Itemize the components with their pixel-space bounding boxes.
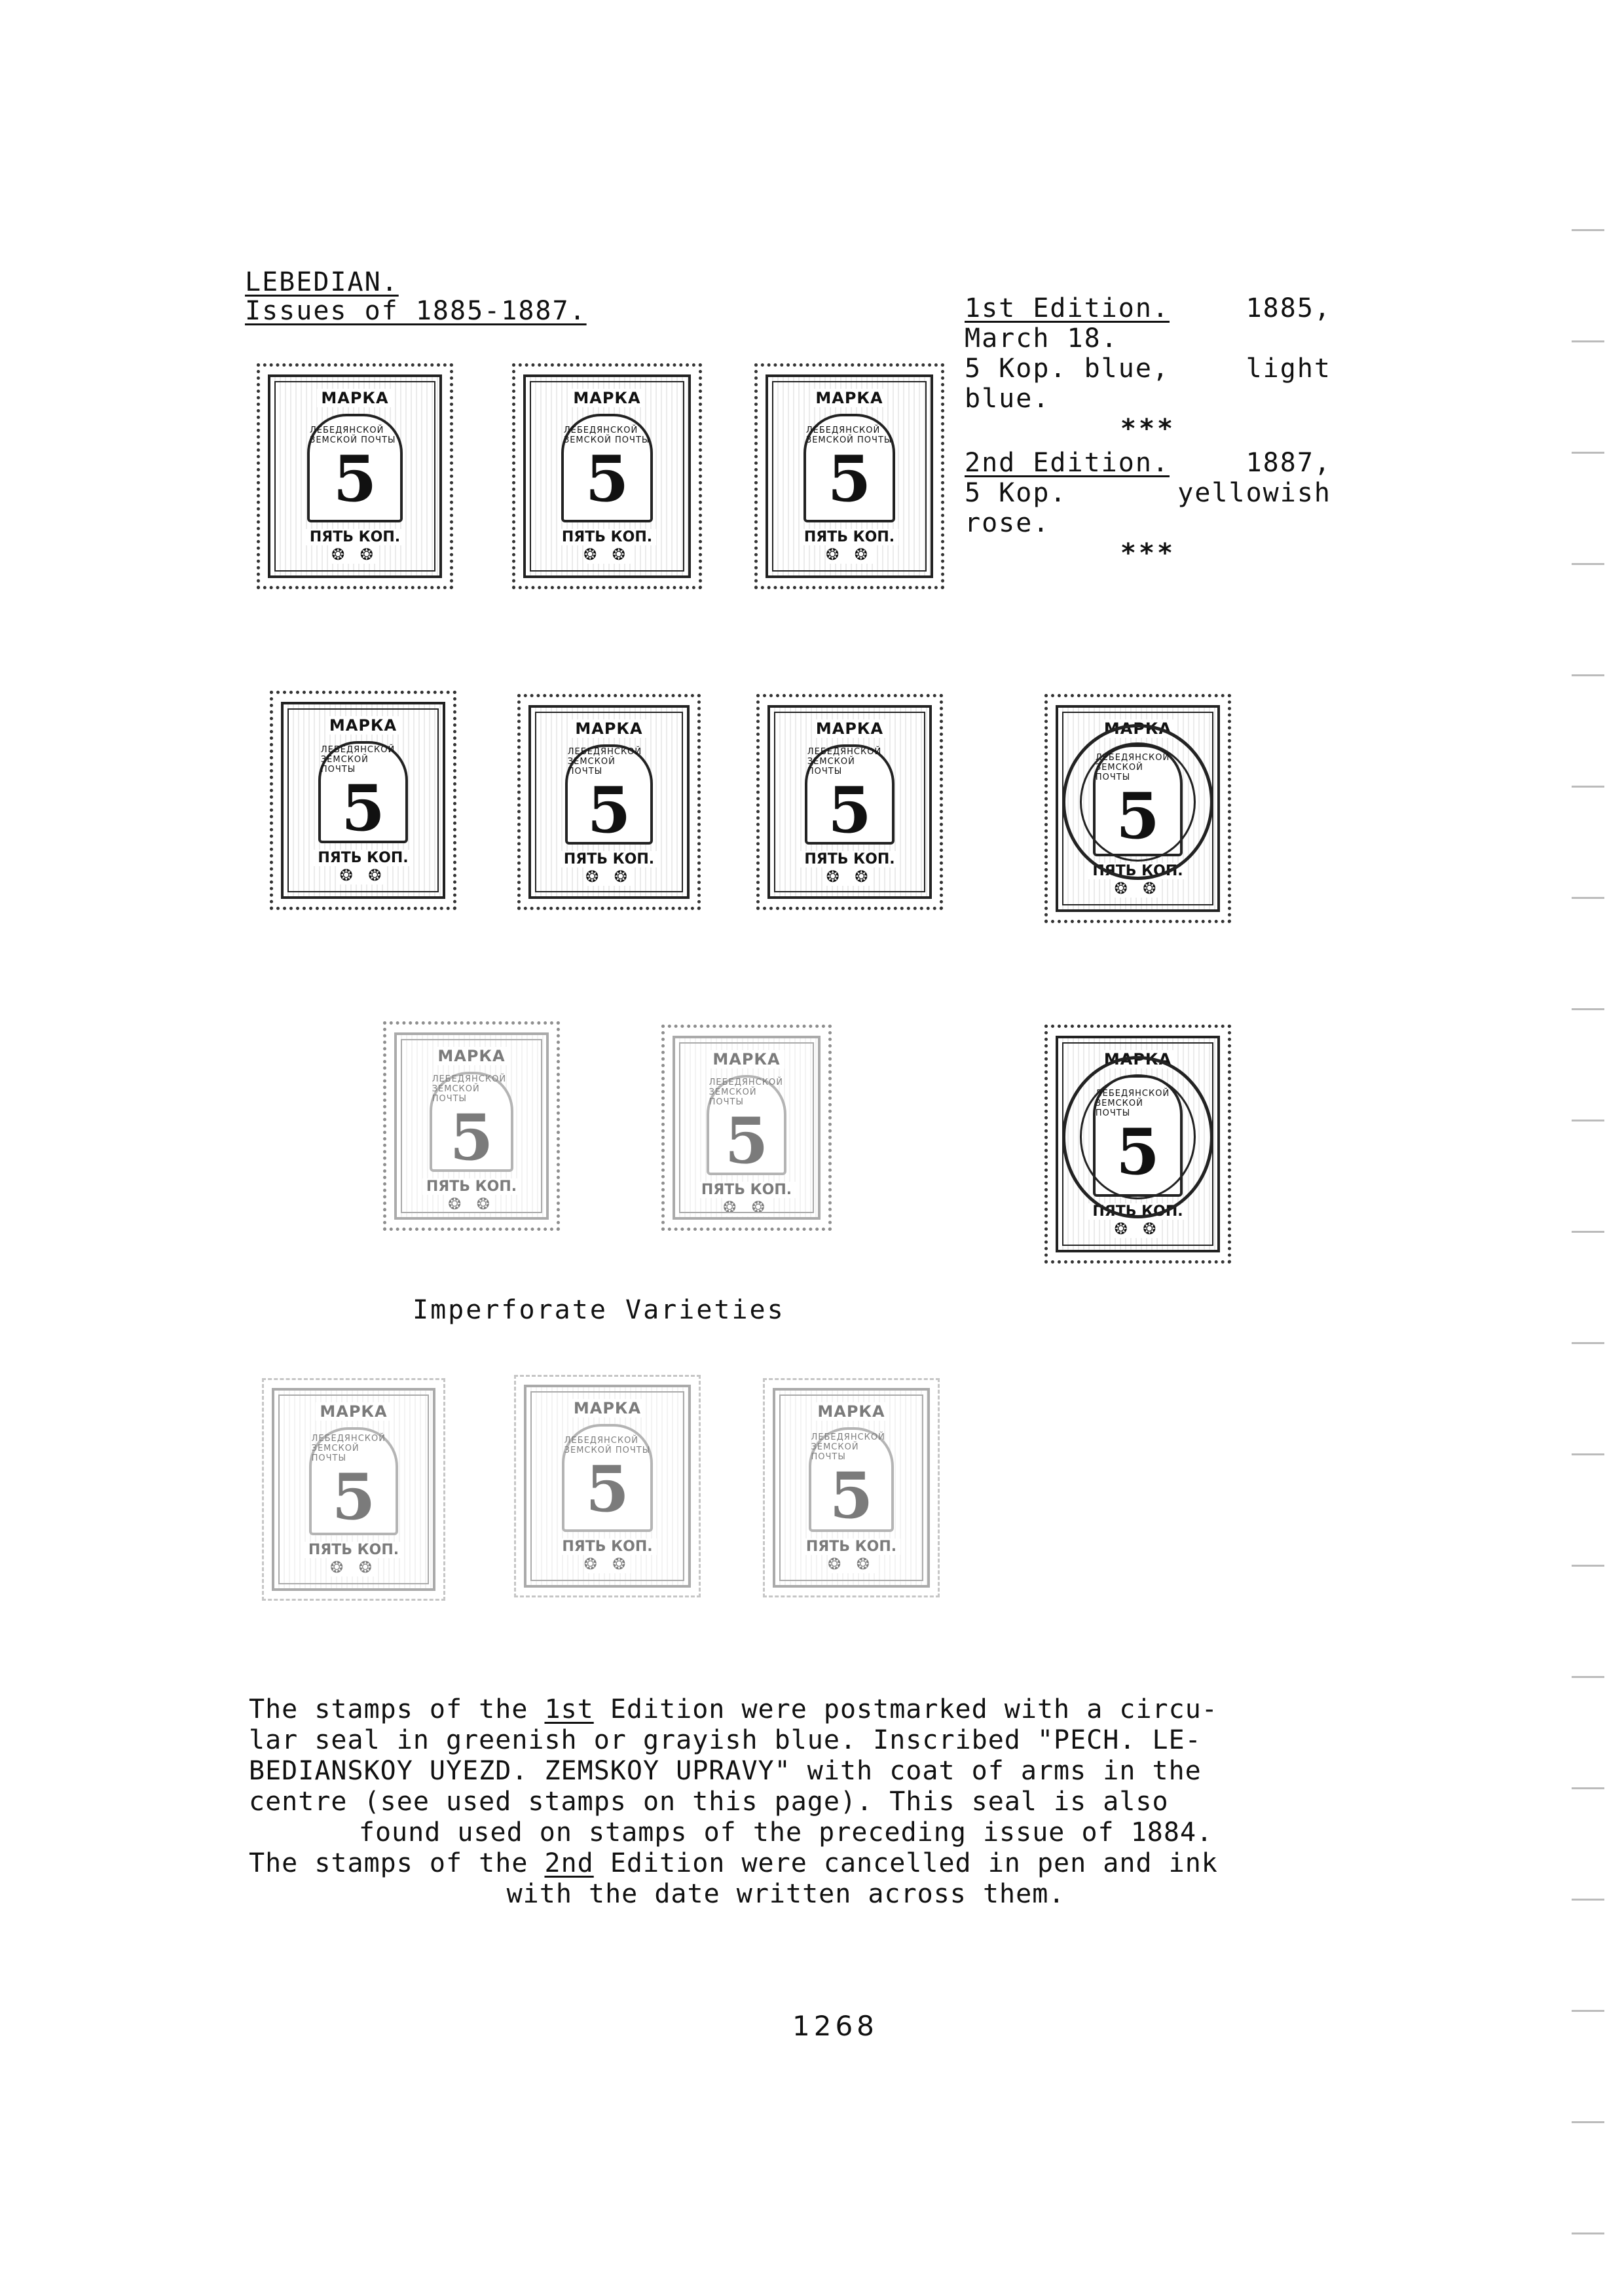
margin-mark	[1572, 340, 1604, 342]
notes-line: found used on stamps of the preceding issue of 1884.	[358, 1817, 1213, 1848]
stamp-arch	[562, 1424, 654, 1532]
stamp-design	[281, 702, 445, 899]
stamp-arc-text: ЛЕБЕДЯНСКОЙ ЗЕМСКОЙ ПОЧТЫ	[567, 747, 642, 776]
separator-stars-2: ***	[1120, 538, 1176, 568]
stamp-used-postmarked	[1044, 1025, 1231, 1264]
stamp-arc-text: ЛЕБЕДЯНСКОЙ ЗЕМСКОЙ ПОЧТЫ	[309, 426, 396, 445]
stamp-arch	[561, 414, 653, 522]
notes-line	[249, 1694, 1323, 1725]
margin-mark	[1572, 2232, 1604, 2234]
stamp-bottom-label: ПЯТЬ КОП.	[800, 529, 898, 545]
first-edition-heading: 1st Edition.	[965, 293, 1170, 323]
stamp-design	[773, 1388, 930, 1588]
first-edition-date: March 18.	[965, 323, 1118, 354]
margin-mark	[1572, 563, 1604, 565]
stamp-ornament: ❂ ❂	[583, 1555, 631, 1573]
margin-mark	[1572, 1120, 1604, 1121]
stamp-ornament: ❂ ❂	[339, 866, 387, 884]
stamp-arch	[809, 1427, 895, 1532]
separator-stars-1: ***	[1120, 414, 1176, 444]
edition-notes	[965, 293, 1331, 568]
stamp-value: 5	[1116, 779, 1160, 853]
page-title: LEBEDIAN.	[245, 267, 399, 297]
margin-mark	[1572, 452, 1604, 454]
notes-text-underlined: 1st	[544, 1694, 594, 1724]
stamp-arc-text: ЛЕБЕДЯНСКОЙ ЗЕМСКОЙ ПОЧТЫ	[311, 1434, 386, 1463]
margin-mark	[1572, 2010, 1604, 2012]
stamp-top-label: МАРКА	[1100, 720, 1175, 738]
second-edition-desc-2: rose.	[965, 508, 1050, 538]
margin-mark	[1572, 1231, 1604, 1233]
stamp-top-label: МАРКА	[569, 389, 644, 407]
stamp-top-label: МАРКА	[571, 720, 646, 738]
first-edition-heading-row	[965, 293, 1331, 323]
stamp-design	[1056, 1036, 1220, 1252]
margin-mark	[1572, 1676, 1604, 1678]
stamp-2nd-edition	[661, 1025, 832, 1231]
stamp-value: 5	[827, 442, 872, 516]
stamp-value: 5	[341, 771, 385, 845]
stamp-1st-edition	[512, 363, 702, 589]
stamp-design	[523, 374, 691, 578]
stamp-design	[524, 1385, 691, 1588]
stamp-arc-text: ЛЕБЕДЯНСКОЙ ЗЕМСКОЙ ПОЧТЫ	[709, 1078, 783, 1107]
margin-mark	[1572, 1787, 1604, 1789]
stamp-arc-text: ЛЕБЕДЯНСКОЙ ЗЕМСКОЙ ПОЧТЫ	[805, 426, 893, 445]
margin-mark	[1572, 1008, 1604, 1010]
second-edition-desc-left: 5 Kop.	[965, 478, 1067, 508]
stamp-design	[766, 374, 933, 578]
subtitle-text: Issues of 1885-1887.	[245, 296, 587, 326]
stamp-1st-edition	[754, 363, 944, 589]
notes-line: with the date written across them.	[506, 1879, 1065, 1909]
first-edition-desc-2: blue.	[965, 384, 1050, 414]
first-edition-desc-right: light	[1246, 354, 1331, 384]
margin-mark	[1572, 2121, 1604, 2123]
stamp-ornament: ❂ ❂	[826, 545, 873, 564]
stamp-bottom-label: ПЯТЬ КОП.	[800, 851, 898, 867]
stamp-arch	[318, 741, 408, 843]
stamp-value: 5	[331, 1460, 376, 1534]
second-edition-desc-right: yellowish	[1177, 478, 1331, 508]
first-edition-date-row	[965, 323, 1331, 354]
stamp-bottom-label: ПЯТЬ КОП.	[314, 850, 412, 866]
second-edition-heading-row	[965, 448, 1331, 478]
stamp-value: 5	[724, 1104, 769, 1178]
stamp-arch	[430, 1072, 514, 1175]
first-edition-desc-row-2	[965, 384, 1331, 414]
imperforate-caption: Imperforate Varieties	[413, 1295, 785, 1325]
stamp-arc-text: ЛЕБЕДЯНСКОЙ ЗЕМСКОЙ ПОЧТЫ	[563, 426, 650, 445]
stamp-arc-text: ЛЕБЕДЯНСКОЙ ЗЕМСКОЙ ПОЧТЫ	[432, 1074, 507, 1104]
stamp-top-label: МАРКА	[316, 1402, 391, 1421]
stamp-1st-edition	[756, 694, 943, 910]
notes-line: centre (see used stamps on this page). This seal is also	[249, 1787, 1169, 1817]
stamp-value: 5	[585, 1451, 629, 1526]
stamp-top-label: МАРКА	[812, 720, 887, 738]
stamp-bottom-label: ПЯТЬ КОП.	[304, 1542, 403, 1558]
stamp-value: 5	[828, 773, 872, 847]
stamp-top-label: МАРКА	[570, 1399, 645, 1417]
stamp-imperforate	[262, 1378, 445, 1601]
stamp-ornament: ❂ ❂	[1114, 879, 1162, 898]
stamp-arch	[309, 1427, 399, 1535]
stamp-arc-text: ЛЕБЕДЯНСКОЙ ЗЕМСКОЙ ПОЧТЫ	[1095, 753, 1170, 782]
stamp-arch	[1093, 1075, 1183, 1197]
stamp-arc-text: ЛЕБЕДЯНСКОЙ ЗЕМСКОЙ ПОЧТЫ	[811, 1432, 885, 1462]
stamp-design	[394, 1032, 549, 1220]
notes-line	[249, 1848, 1323, 1879]
stamp-ornament: ❂ ❂	[828, 1555, 875, 1573]
stamp-imperforate	[763, 1378, 940, 1597]
notes-text: Edition were cancelled in pen and ink	[593, 1848, 1218, 1878]
stamp-ornament: ❂ ❂	[448, 1195, 495, 1213]
stamp-design	[272, 1388, 435, 1591]
stamp-top-label: МАРКА	[709, 1050, 784, 1068]
stamp-arch	[307, 414, 403, 522]
stamp-arc-text: ЛЕБЕДЯНСКОЙ ЗЕМСКОЙ ПОЧТЫ	[807, 747, 882, 776]
stamp-used-postmarked	[1044, 694, 1231, 923]
stamp-arch	[1093, 744, 1183, 856]
stamp-1st-edition	[517, 694, 701, 910]
stamp-ornament: ❂ ❂	[1114, 1220, 1162, 1238]
stamp-ornament: ❂ ❂	[826, 867, 874, 886]
stamp-top-label: МАРКА	[813, 1402, 889, 1421]
stamp-design	[767, 705, 932, 899]
stamp-ornament: ❂ ❂	[331, 545, 378, 564]
first-edition-desc-left: 5 Kop. blue,	[965, 354, 1170, 384]
stamp-bottom-label: ПЯТЬ КОП.	[558, 529, 656, 545]
stamp-value: 5	[449, 1101, 494, 1175]
stamp-arch	[803, 414, 895, 522]
stamp-value: 5	[587, 773, 631, 847]
stamp-ornament: ❂ ❂	[583, 545, 631, 564]
stamp-arc-text: ЛЕБЕДЯНСКОЙ ЗЕМСКОЙ ПОЧТЫ	[1095, 1088, 1170, 1118]
stamp-bottom-label: ПЯТЬ КОП.	[306, 529, 404, 545]
stamp-top-label: МАРКА	[317, 389, 392, 407]
notes-line: BEDIANSKOY UYEZD. ZEMSKOY UPRAVY" with coat of arms in the	[249, 1756, 1202, 1786]
notes-text: Edition were postmarked with a circu-	[593, 1694, 1218, 1724]
second-edition-heading: 2nd Edition.	[965, 448, 1170, 478]
notes-paragraph	[249, 1694, 1323, 1910]
first-edition-desc-row	[965, 354, 1331, 384]
margin-mark	[1572, 897, 1604, 899]
stamp-value: 5	[829, 1458, 874, 1533]
stamp-bottom-label: ПЯТЬ КОП.	[422, 1178, 521, 1195]
second-edition-desc-row-2	[965, 508, 1331, 538]
page-number: 1268	[792, 2010, 878, 2042]
stamp-arch	[805, 744, 895, 845]
stamp-1st-edition	[257, 363, 453, 589]
first-edition-year: 1885,	[1246, 293, 1331, 323]
page-subtitle	[245, 296, 587, 326]
stamp-design	[673, 1036, 821, 1220]
stamp-value: 5	[1116, 1114, 1160, 1189]
notes-text: The stamps of the	[249, 1694, 545, 1724]
stamp-bottom-label: ПЯТЬ КОП.	[560, 851, 658, 867]
stamp-top-label: МАРКА	[434, 1047, 509, 1065]
stamp-design	[268, 374, 442, 578]
stamp-arc-text: ЛЕБЕДЯНСКОЙ ЗЕМСКОЙ ПОЧТЫ	[564, 1435, 651, 1455]
stamp-value: 5	[333, 442, 377, 516]
margin-mark	[1572, 786, 1604, 788]
notes-text-underlined: 2nd	[544, 1848, 594, 1878]
margin-mark	[1572, 1565, 1604, 1567]
stamp-bottom-label: ПЯТЬ КОП.	[802, 1539, 900, 1555]
stamp-bottom-label: ПЯТЬ КОП.	[1088, 863, 1187, 879]
stamp-bottom-label: ПЯТЬ КОП.	[697, 1182, 796, 1198]
stamp-top-label: МАРКА	[325, 716, 401, 735]
margin-mark	[1572, 1899, 1604, 1901]
notes-text: The stamps of the	[249, 1848, 545, 1878]
stamp-arc-text: ЛЕБЕДЯНСКОЙ ЗЕМСКОЙ ПОЧТЫ	[320, 744, 396, 774]
stamp-design	[1056, 705, 1220, 912]
stamp-1st-edition	[270, 691, 456, 910]
margin-mark	[1572, 1342, 1604, 1344]
stamp-value: 5	[585, 442, 629, 516]
stamp-ornament: ❂ ❂	[723, 1198, 770, 1216]
stamp-2nd-edition	[383, 1021, 560, 1231]
stamp-top-label: МАРКА	[1100, 1050, 1175, 1068]
stamp-ornament: ❂ ❂	[330, 1558, 377, 1576]
stamp-bottom-label: ПЯТЬ КОП.	[1088, 1203, 1187, 1220]
stamp-ornament: ❂ ❂	[585, 867, 633, 886]
stamp-bottom-label: ПЯТЬ КОП.	[558, 1539, 656, 1555]
stamp-arch	[565, 744, 653, 845]
stamp-top-label: МАРКА	[811, 389, 887, 407]
notes-line: lar seal in greenish or grayish blue. Inscribed "PECH. LE-	[249, 1725, 1202, 1755]
stamp-arch	[707, 1075, 787, 1178]
second-edition-desc-row	[965, 478, 1331, 508]
margin-mark	[1572, 229, 1604, 231]
stamp-design	[528, 705, 690, 899]
stamp-imperforate	[514, 1375, 701, 1597]
second-edition-year: 1887,	[1246, 448, 1331, 478]
margin-mark	[1572, 1453, 1604, 1455]
margin-mark	[1572, 674, 1604, 676]
